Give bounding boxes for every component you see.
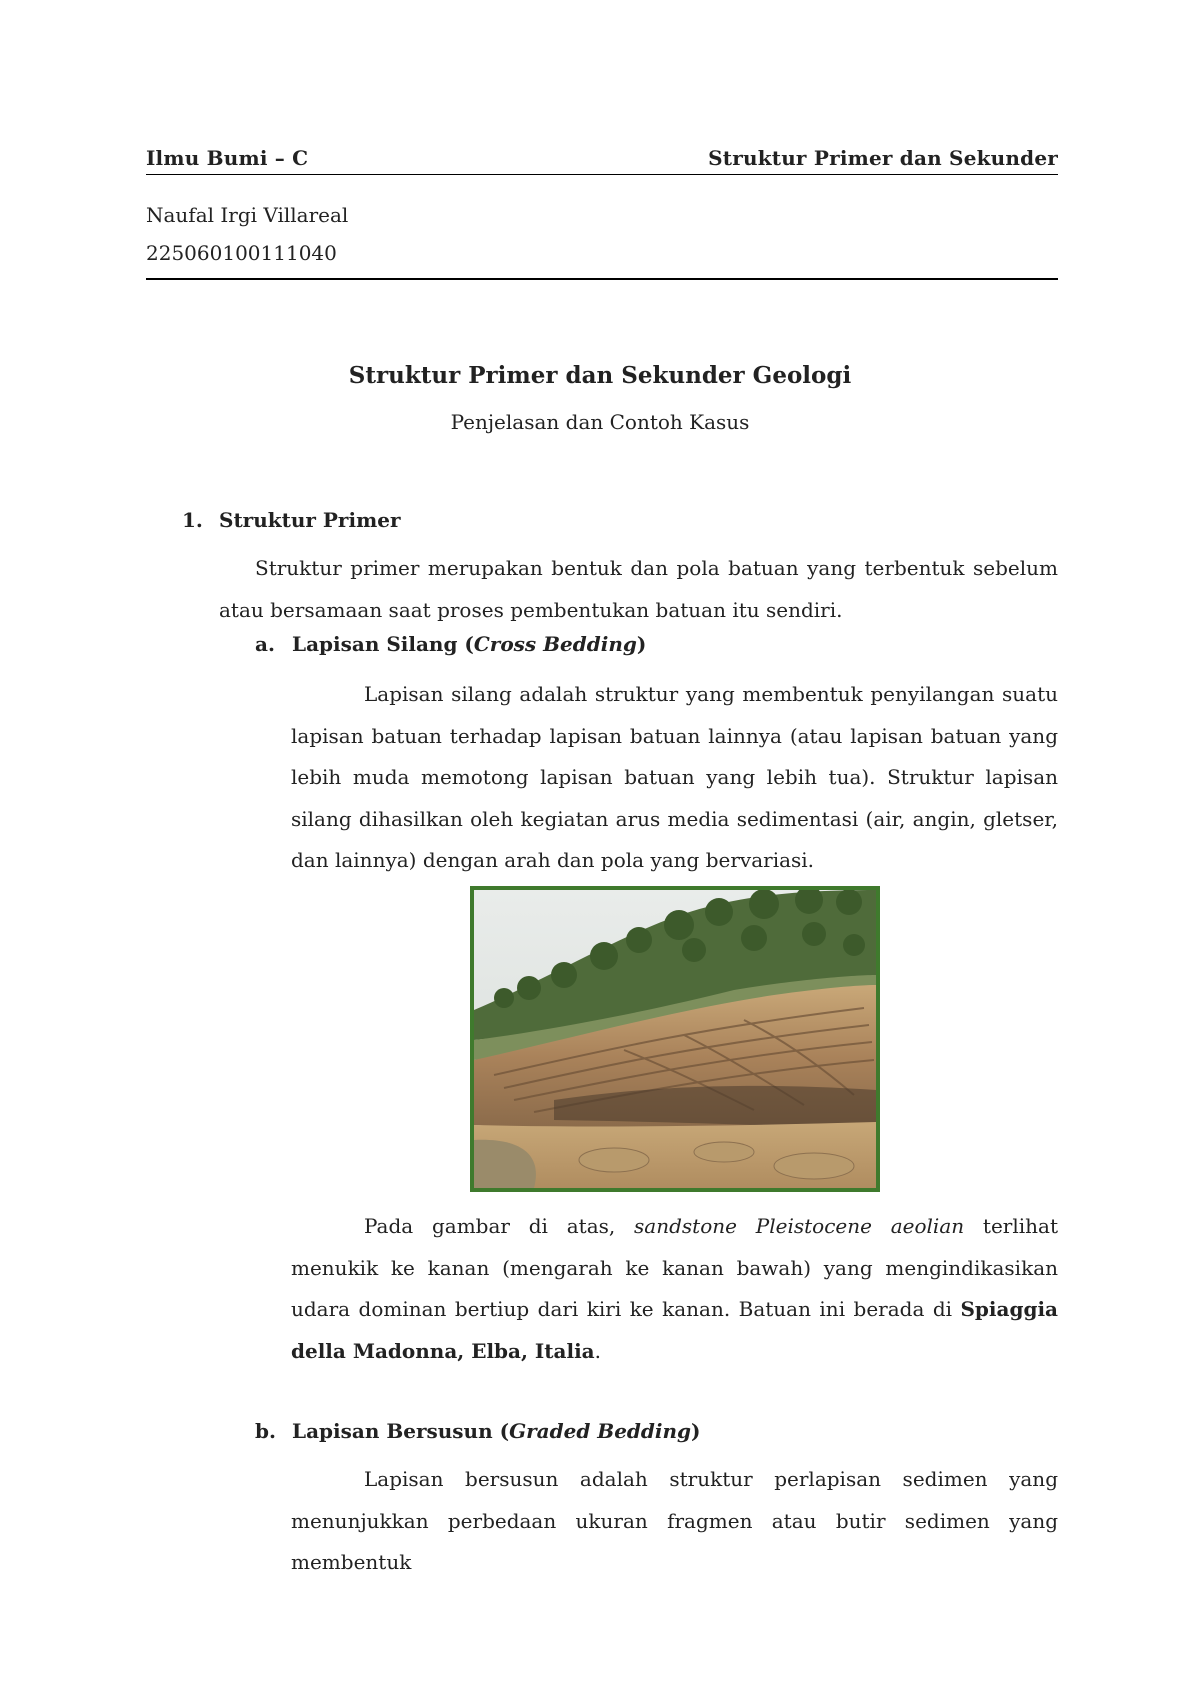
subsection-title-italic: Graded Bedding: [509, 1419, 692, 1443]
caption-text: terlihat menukik ke kanan (mengarah ke kanan bawah) yang mengindikasikan udara dominan bertiup dari kiri ke kanan. Batuan ini berada di: [291, 1214, 1058, 1321]
header-topic: Struktur Primer dan Sekunder: [708, 146, 1058, 170]
subsection-letter: a.: [255, 632, 275, 656]
graded-bedding-paragraph: Lapisan bersusun adalah struktur perlapisan sedimen yang menunjukkan perbedaan ukuran fragmen atau butir sedimen yang membentuk: [291, 1467, 1058, 1574]
section-title: Struktur Primer: [219, 508, 401, 532]
section-intro: Struktur primer merupakan bentuk dan pola batuan yang terbentuk sebelum atau bersamaan saat proses pembentukan batuan itu sendiri.: [219, 556, 1058, 622]
subsection-b-heading: [255, 1419, 700, 1443]
author-name: Naufal Irgi Villareal: [146, 203, 349, 227]
caption-text: .: [594, 1338, 601, 1363]
caption-location: Spiaggia della Madonna, Elba, Italia: [291, 1297, 1058, 1363]
subsection-title-italic: Cross Bedding: [473, 632, 637, 656]
header-divider: [146, 278, 1058, 280]
running-header: [146, 146, 1058, 175]
caption-italic-term: sandstone Pleistocene aeolian: [634, 1214, 965, 1238]
author-id: 225060100111040: [146, 241, 337, 265]
subsection-title-end: ): [636, 632, 647, 656]
section-number: 1.: [182, 508, 203, 532]
subsection-a-heading: [255, 632, 646, 656]
cross-bedding-photo: [470, 886, 880, 1192]
header-course: Ilmu Bumi – C: [146, 146, 309, 170]
section-heading: [182, 508, 401, 532]
cross-bedding-paragraph: Lapisan silang adalah struktur yang membentuk penyilangan suatu lapisan batuan terhadap lapisan batuan lainnya (atau lapisan batuan yang lebih muda memotong lapisan batuan yang lebih tua). Struktur lapisan silang dihasilkan oleh kegiatan arus media sedimentasi (air, angin, gletser, dan lainnya) dengan arah dan pola yang bervariasi.: [291, 682, 1058, 872]
caption-text: Pada gambar di atas,: [364, 1214, 635, 1238]
photo-description-paragraph: [291, 1206, 1058, 1372]
document-title: Struktur Primer dan Sekunder Geologi: [348, 362, 852, 389]
document-subtitle: Penjelasan dan Contoh Kasus: [450, 410, 750, 434]
subsection-title-end: ): [691, 1419, 701, 1443]
subsection-title: Lapisan Bersusun (: [292, 1419, 510, 1443]
subsection-letter: b.: [255, 1419, 276, 1443]
subsection-title: Lapisan Silang (: [292, 632, 474, 656]
